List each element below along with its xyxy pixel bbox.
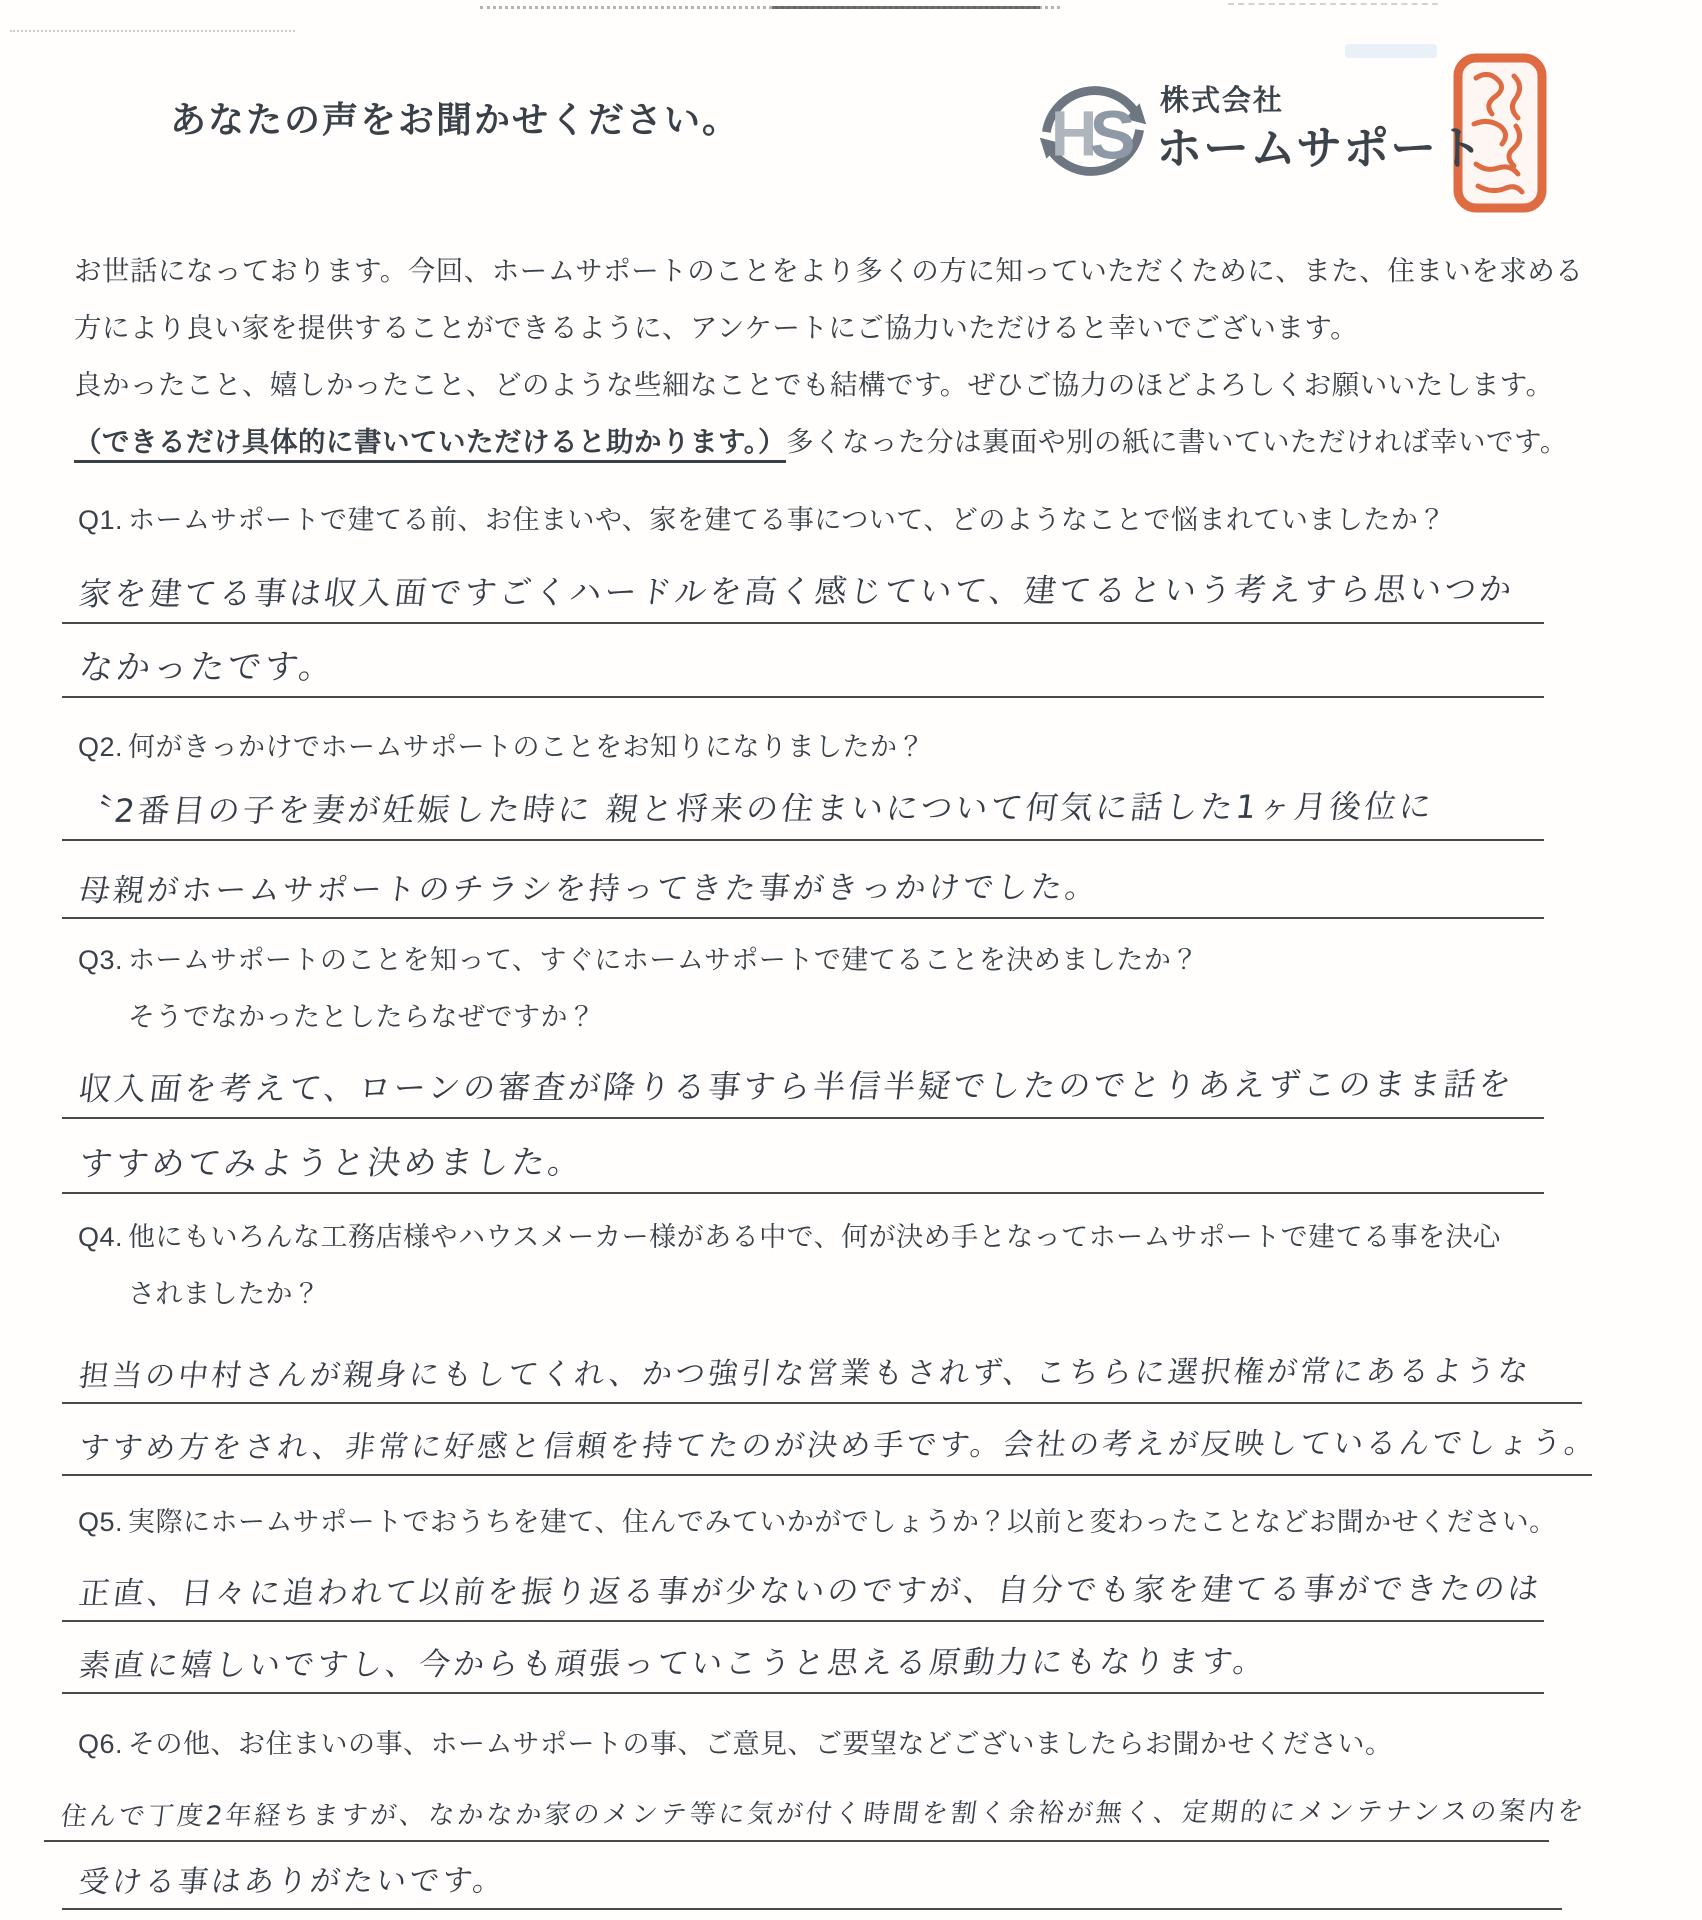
- answer-line: [62, 843, 1544, 919]
- answer-line: [62, 1118, 1544, 1194]
- question-text: 何がきっかけでホームサポートのことをお知りになりましたか？: [128, 732, 925, 762]
- scan-artifact: [1345, 44, 1437, 58]
- answer-line: [62, 1618, 1544, 1694]
- intro-paragraph: [74, 242, 1634, 470]
- handwritten-answer: 住んで丁度2年経ちますが、なかなか家のメンテ等に気が付く時間を割く余裕が無く、定期的にメンテナンスの案内を: [58, 1796, 1589, 1832]
- handwritten-answer: 受ける事はありがたいです。: [76, 1863, 508, 1900]
- scan-artifact: [772, 6, 1040, 9]
- handwritten-answer: 家を建てる事は収入面ですごくハードルを高く感じていて、建てるという考えすら思いつか: [77, 569, 1517, 613]
- handwritten-answer: 〝2番目の子を妻が妊娠した時に 親と将来の住まいについて何気に話した1ヶ月後位に: [77, 787, 1437, 830]
- handwritten-answer: 母親がホームサポートのチラシを持ってきた事がきっかけでした。: [76, 869, 1102, 909]
- answer-line: [44, 1766, 1589, 1842]
- question-text: その他、お住まいの事、ホームサポートの事、ご意見、ご要望などございましたらお聞かせください。: [128, 1729, 1393, 1759]
- scan-artifact: [1228, 3, 1438, 5]
- hs-mark-letter-h: H: [1050, 97, 1098, 170]
- question-label: Q3.: [78, 945, 124, 975]
- question-label: Q1.: [78, 505, 124, 535]
- question-label: Q5.: [78, 1507, 124, 1537]
- handwritten-answer: なかったです。: [76, 647, 339, 688]
- answer-line: [62, 1546, 1544, 1622]
- handwritten-answer: すすめ方をされ、非常に好感と信頼を持てたのが決め手です。会社の考えが反映しているんでしょう。: [76, 1425, 1600, 1466]
- answer-line: [62, 1043, 1544, 1119]
- answer-line: [62, 1330, 1582, 1404]
- answer-line: [62, 1836, 1562, 1910]
- question-text: 他にもいろんな工務店様やハウスメーカー様がある中で、何が決め手となってホームサポートで建てる事を決心: [128, 1222, 1501, 1252]
- company-prefix: 株式会社: [1160, 85, 1285, 117]
- hs-mark-letter-s: S: [1089, 96, 1136, 174]
- intro-line-3: 良かったこと、嬉しかったこと、どのような些細なことでも結構です。ぜひご協力のほどよろしくお願いいたします。: [74, 369, 1554, 400]
- question-text: 実際にホームサポートでおうちを建て、住んでみていかがでしょうか？以前と変わったことなどお聞かせください。: [128, 1507, 1557, 1537]
- question-q1: [78, 498, 1446, 537]
- handwritten-answer: 素直に嬉しいですし、今からも頑張っていこうと思える原動力にもなります。: [76, 1643, 1270, 1684]
- question-label: Q4.: [78, 1222, 124, 1252]
- question-label: Q2.: [78, 732, 124, 762]
- question-q4: [78, 1215, 1501, 1254]
- intro-note-bold: （できるだけ具体的に書いていただけると助かります。）: [74, 426, 786, 463]
- intro-line-4: [74, 413, 1634, 470]
- answer-line: [62, 765, 1544, 841]
- handwritten-answer: 担当の中村さんが親身にもしてくれ、かつ強引な営業もされず、こちらに選択権が常にあるような: [76, 1353, 1534, 1394]
- question-q5: [78, 1500, 1557, 1539]
- answer-line: [62, 1402, 1600, 1476]
- scan-artifact: [10, 30, 295, 32]
- question-text-line2: されましたか？: [128, 1279, 321, 1309]
- handwritten-answer: すすめてみようと決めました。: [77, 1142, 587, 1183]
- answer-line: [62, 548, 1544, 624]
- handwritten-answer: 正直、日々に追われて以前を振り返る事が少ないのですが、自分でも家を建てる事ができたのは: [76, 1570, 1544, 1612]
- question-q6: [78, 1722, 1392, 1761]
- question-text: ホームサポートのことを知って、すぐにホームサポートで建てることを決めましたか？: [128, 945, 1199, 975]
- question-text-line2: そうでなかったとしたらなぜですか？: [128, 1002, 596, 1032]
- intro-line-1: お世話になっております。今回、ホームサポートのことをより多くの方に知っていただくために、また、住まいを求める: [74, 255, 1584, 286]
- question-q3: [78, 938, 1199, 977]
- question-q2: [78, 725, 925, 764]
- intro-line-2: 方により良い家を提供することができるように、アンケートにご協力いただけると幸いでございます。: [74, 312, 1359, 343]
- page-title: あなたの声をお聞かせください。: [170, 99, 741, 140]
- question-text: ホームサポートで建てる前、お住まいや、家を建てる事について、どのようなことで悩まれていましたか？: [128, 505, 1446, 535]
- answer-line: [62, 622, 1544, 698]
- handwritten-answer: 収入面を考えて、ローンの審査が降りる事すら半信半疑でしたのでとりあえずこのまま話を: [77, 1064, 1516, 1108]
- company-name: ホームサポート: [1156, 122, 1485, 174]
- hs-logo-icon: [1032, 70, 1154, 192]
- intro-note-rest: 多くなった分は裏面や別の紙に書いていただければ幸いです。: [786, 426, 1568, 457]
- question-label: Q6.: [78, 1729, 124, 1759]
